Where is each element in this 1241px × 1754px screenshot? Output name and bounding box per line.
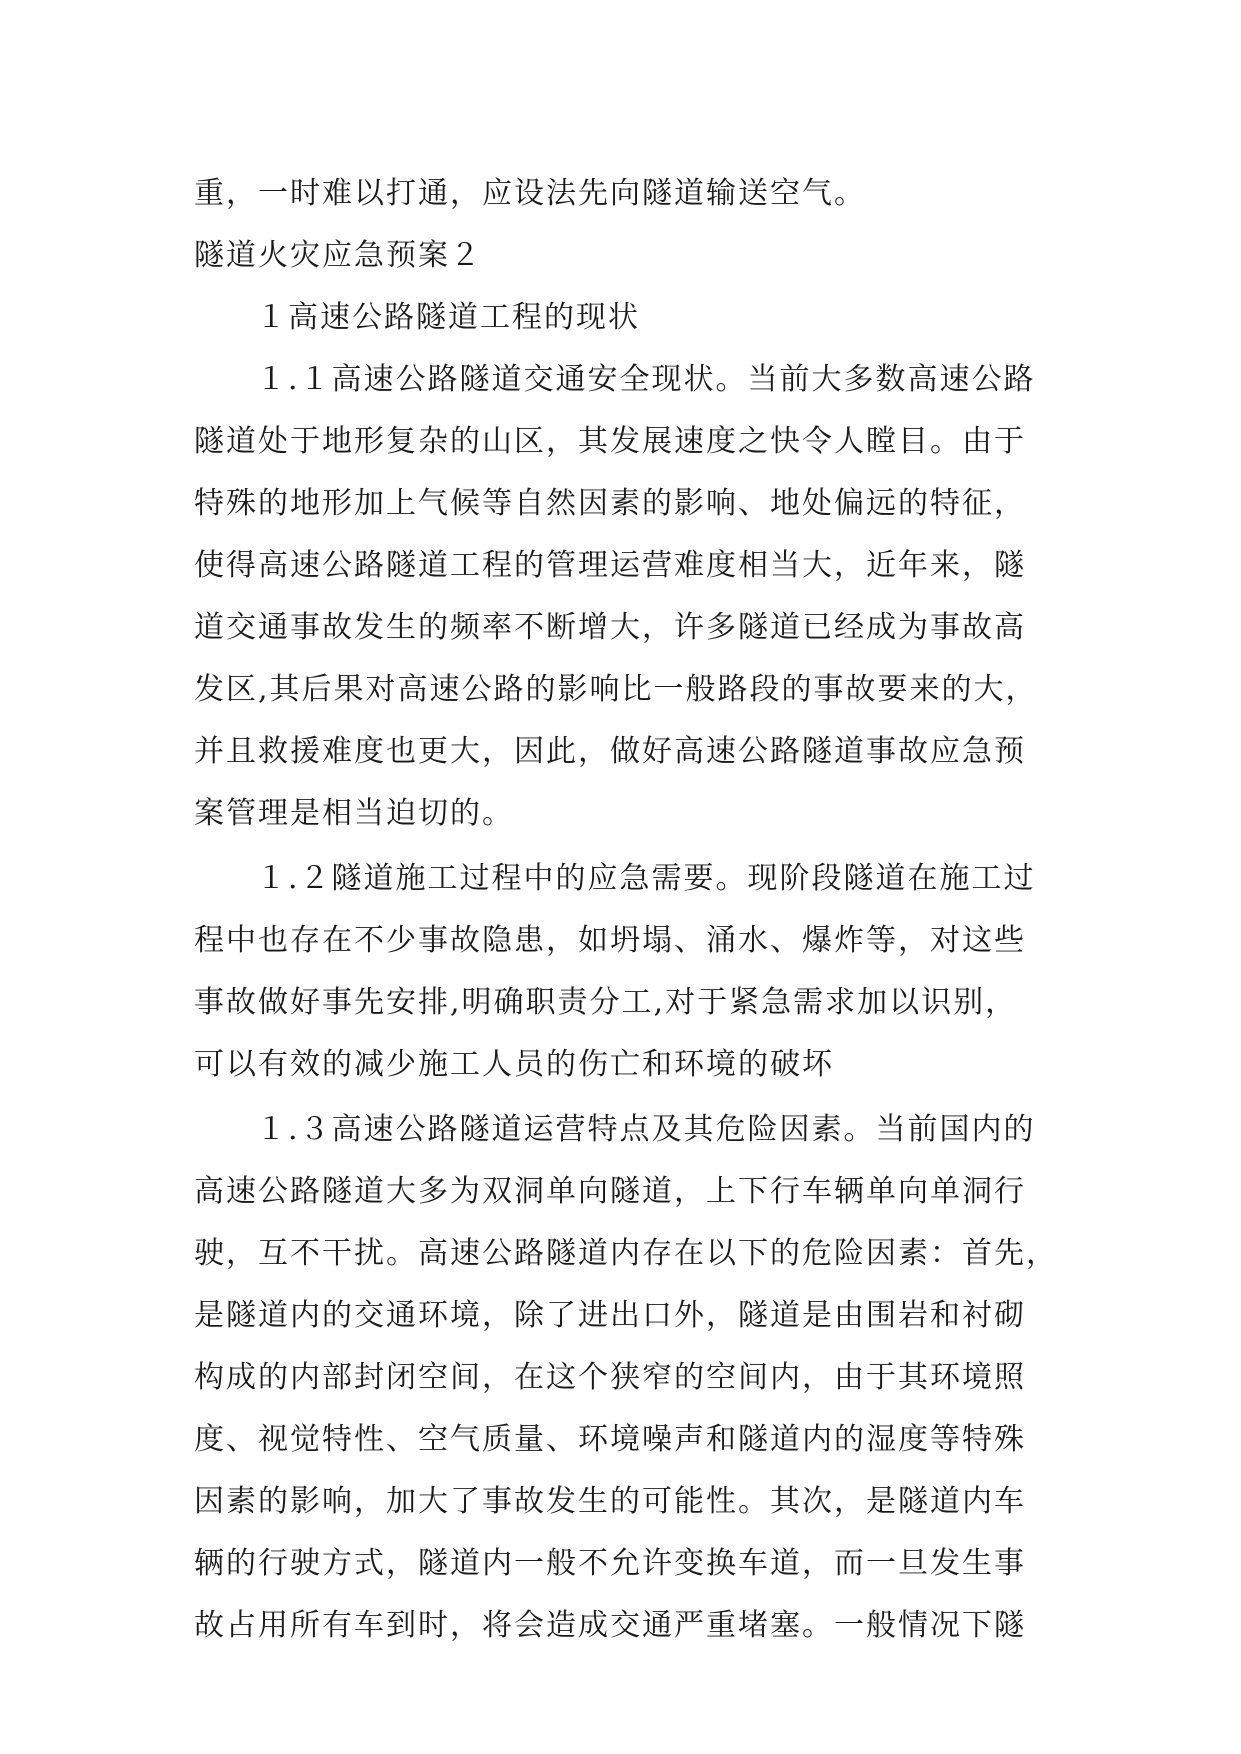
paragraph-line: 使得高速公路隧道工程的管理运营难度相当大，近年来，隧: [194, 548, 1026, 583]
paragraph-line: 特殊的地形加上气候等自然因素的影响、地处偏远的特征，: [194, 486, 1026, 521]
paragraph-line: 构成的内部封闭空间，在这个狭窄的空间内，由于其环境照: [194, 1360, 1026, 1395]
paragraph-line: １.３高速公路隧道运营特点及其危险因素。当前国内的: [256, 1112, 1036, 1147]
paragraph-line: 可以有效的减少施工人员的伤亡和环境的破坏: [194, 1047, 834, 1082]
paragraph-line: 高速公路隧道大多为双洞单向隧道，上下行车辆单向单洞行: [194, 1174, 1026, 1209]
paragraph-line: 隧道处于地形复杂的山区，其发展速度之快令人瞠目。由于: [194, 424, 1026, 459]
text-line: 重，一时难以打通，应设法先向隧道输送空气。: [194, 176, 866, 211]
paragraph-line: 度、视觉特性、空气质量、环境噪声和隧道内的湿度等特殊: [194, 1422, 1026, 1457]
paragraph-line: 案管理是相当迫切的。: [194, 796, 514, 831]
paragraph-line: 因素的影响，加大了事故发生的可能性。其次，是隧道内车: [194, 1484, 1026, 1519]
paragraph-line: 驶，互不干扰。高速公路隧道内存在以下的危险因素：首先，: [194, 1236, 1058, 1271]
paragraph-line: １.２隧道施工过程中的应急需要。现阶段隧道在施工过: [256, 861, 1036, 896]
paragraph-line: 发区,其后果对高速公路的影响比一般路段的事故要来的大，: [194, 672, 1038, 707]
document-body: [194, 163, 1058, 1657]
paragraph-line: 道交通事故发生的频率不断增大，许多隧道已经成为事故高: [194, 610, 1026, 645]
paragraph-line: 程中也存在不少事故隐患，如坍塌、涌水、爆炸等，对这些: [194, 923, 1026, 958]
paragraph-line: 事故做好事先安排,明确职责分工,对于紧急需求加以识别，: [194, 985, 1018, 1020]
paragraph-line: 辆的行驶方式，隧道内一般不允许变换车道，而一旦发生事: [194, 1546, 1026, 1581]
paragraph-line: 故占用所有车到时，将会造成交通严重堵塞。一般情况下隧: [194, 1608, 1026, 1643]
section-heading: 隧道火灾应急预案２: [194, 238, 482, 273]
paragraph-line: 并且救援难度也更大，因此，做好高速公路隧道事故应急预: [194, 734, 1026, 769]
paragraph-line: １.１高速公路隧道交通安全现状。当前大多数高速公路: [256, 362, 1036, 397]
paragraph-line: 是隧道内的交通环境，除了进出口外，隧道是由围岩和衬砌: [194, 1298, 1026, 1333]
subsection-heading: １高速公路隧道工程的现状: [256, 300, 640, 335]
